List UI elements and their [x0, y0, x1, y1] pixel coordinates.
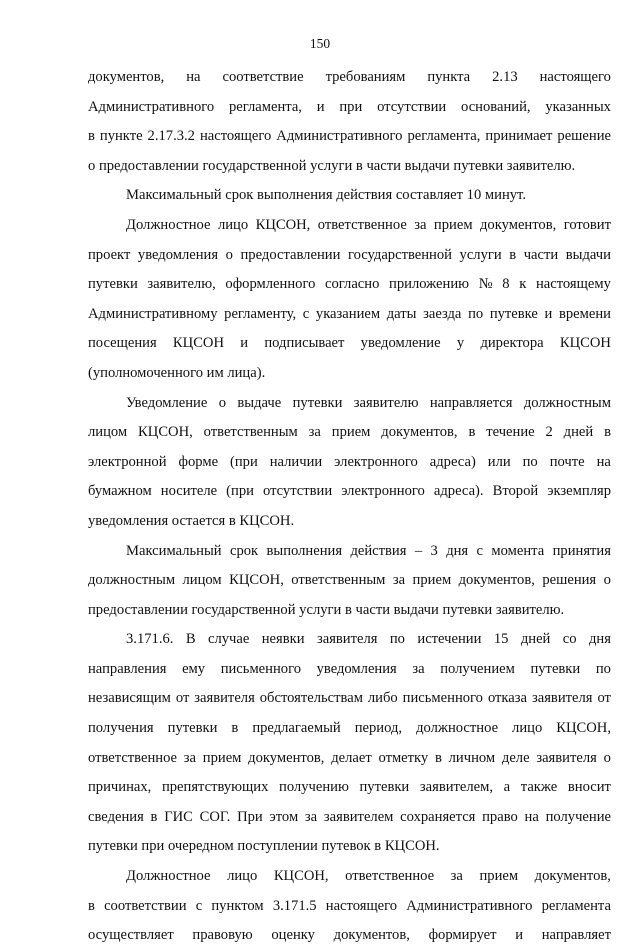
text-line: предоставлении государственной услуги в части выдачи путевки заявителю. — [88, 601, 565, 618]
body-text — [88, 63, 611, 951]
text-line: направления ему письменного уведомления за получением путевки по — [88, 660, 611, 677]
text-line: должностным лицом КЦСОН, ответственным за прием документов, решения о — [88, 572, 611, 589]
text-line: Уведомление о выдаче путевки заявителю направляется должностным — [126, 394, 611, 411]
text-line: (уполномоченного им лица). — [88, 364, 266, 381]
text-line: о предоставлении государственной услуги в части выдачи путевки заявителю. — [88, 157, 576, 174]
text-line: лицом КЦСОН, ответственным за прием документов, в течение 2 дней в — [88, 424, 611, 441]
text-line: уведомления остается в КЦСОН. — [88, 512, 295, 529]
text-line: в пункте 2.17.3.2 настоящего Административного регламента, принимает решение — [88, 128, 611, 145]
text-line: независящим от заявителя обстоятельствам либо письменного отказа заявителя от — [88, 690, 611, 707]
page-number: 150 — [309, 36, 331, 51]
text-line: Административного регламента, и при отсутствии оснований, указанных — [88, 98, 611, 115]
text-line: сведения в ГИС СОГ. При этом за заявителем сохраняется право на получение — [88, 808, 611, 825]
text-line: электронной форме (при наличии электронного адреса) или по почте на — [88, 453, 611, 470]
text-line: путевки при очередном поступлении путевок в КЦСОН. — [88, 838, 440, 855]
text-line: путевки заявителю, оформленного согласно приложению № 8 к настоящему — [88, 276, 611, 293]
text-line: бумажном носителе (при отсутствии электронного адреса). Второй экземпляр — [88, 483, 611, 500]
text-line: Административному регламенту, с указанием даты заезда по путевке и времени — [88, 305, 611, 322]
text-line: Должностное лицо КЦСОН, ответственное за прием документов, готовит — [126, 216, 611, 233]
text-line: 3.171.6. В случае неявки заявителя по истечении 15 дней со дня — [126, 631, 611, 648]
text-line: Должностное лицо КЦСОН, ответственное за прием документов, — [126, 868, 611, 885]
text-line: проект уведомления о предоставлении государственной услуги в части выдачи — [88, 246, 611, 263]
text-line: документов, на соответствие требованиям пункта 2.13 настоящего — [88, 69, 611, 85]
text-line: получения путевки в предлагаемый период, должностное лицо КЦСОН, — [88, 720, 611, 737]
text-line: Максимальный срок выполнения действия составляет 10 минут. — [126, 187, 526, 204]
text-line: причинах, препятствующих получению путевки заявителем, а также вносит — [88, 779, 611, 796]
text-line: в соответствии с пунктом 3.171.5 настоящего Административного регламента — [88, 897, 611, 914]
text-line: осуществляет правовую оценку документов, формирует и направляет — [88, 927, 611, 944]
text-line: Максимальный срок выполнения действия – 3 дня с момента принятия — [126, 542, 611, 559]
text-line: посещения КЦСОН и подписывает уведомление у директора КЦСОН — [88, 335, 611, 352]
text-line: ответственное за прием документов, делает отметку в личном деле заявителя о — [88, 749, 611, 766]
